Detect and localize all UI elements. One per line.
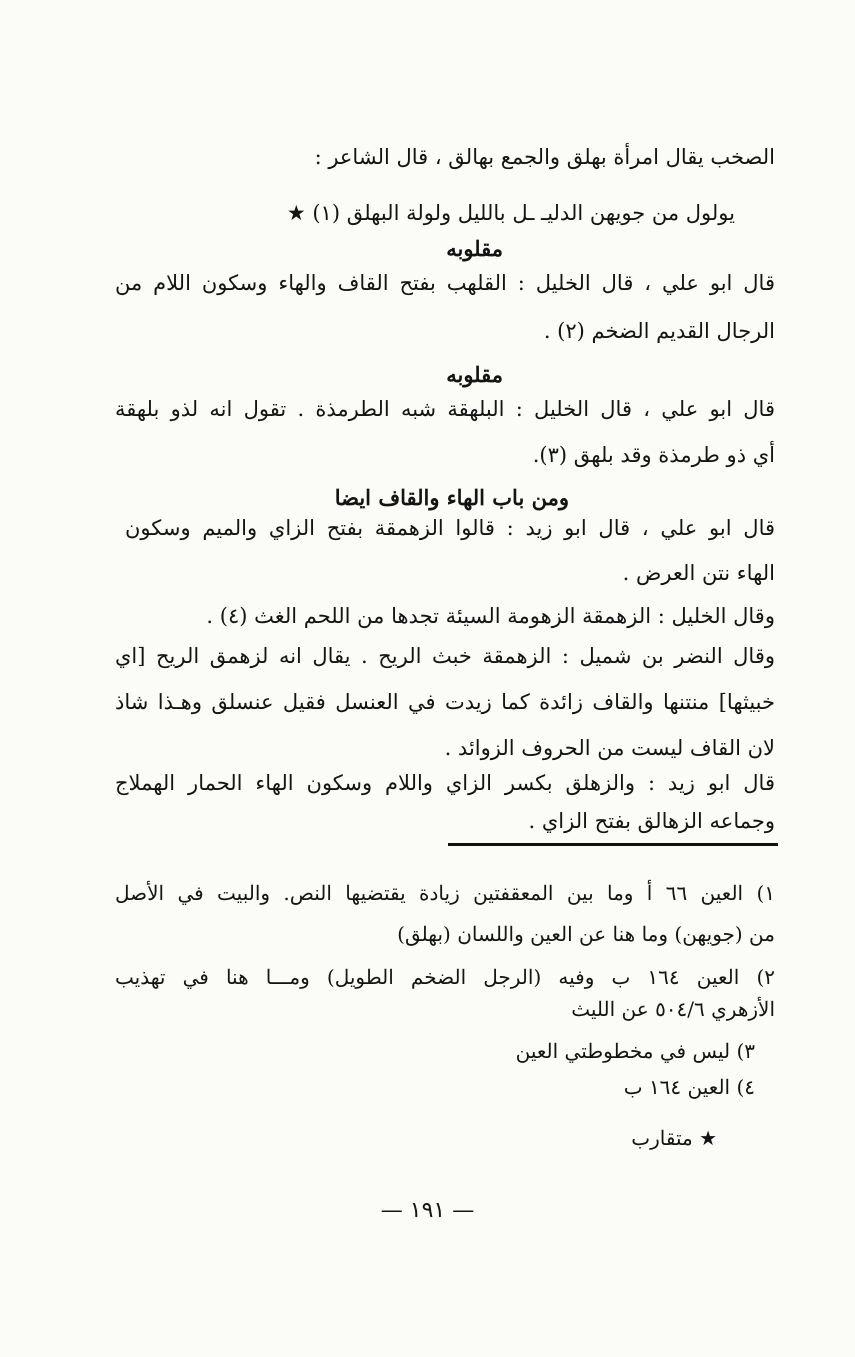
body-line-16: قال ابو زيد : والزهلق بكسر الزاي واللام وسكون الهاء الحمار الهملاج bbox=[115, 771, 775, 795]
body-line-14: خبيثها] منتنها والقاف زائدة كما زيدت في العنسل فقيل عنسلق وهـذا شاذ bbox=[115, 690, 775, 714]
footnote-separator bbox=[448, 843, 778, 846]
poem-verse: يولول من جويهن الدليـ ـل بالليل ولولة البهلق (١) ★ bbox=[286, 201, 735, 225]
body-line-12: وقال الخليل : الزهمقة الزهومة السيئة تجدها من اللحم الغث (٤) . bbox=[206, 604, 775, 628]
page-number: — ١٩١ — bbox=[380, 1198, 475, 1223]
footnote-2-line-1: ٢) العين ١٦٤ ب وفيه (الرجل الضخم الطويل) ومـــا هنا في تهذيب bbox=[115, 965, 776, 989]
section-heading-maqlubuh-2: مقلوبه bbox=[446, 362, 503, 387]
footnote-1-line-2: من (جويهن) وما هنا عن العين واللسان (بهلق) bbox=[397, 922, 775, 946]
body-line-13: وقال النضر بن شميل : الزهمقة خبث الريح . يقال انه لزهمق الريح [اي bbox=[115, 644, 775, 668]
footnote-1-line-1: ١) العين ٦٦ أ وما بين المعقفتين زيادة يقتضيها النص. والبيت في الأصل bbox=[115, 881, 776, 905]
body-line-8: أي ذو طرمذة وقد بلهق (٣). bbox=[532, 443, 775, 467]
body-line-7: قال ابو علي ، قال الخليل : البلهقة شبه الطرمذة . تقول انه لذو بلهقة bbox=[115, 397, 775, 421]
footnote-meter: ★ متقارب bbox=[631, 1126, 717, 1150]
body-line-4: قال ابو علي ، قال الخليل : القلهب بفتح القاف والهاء وسكون اللام من bbox=[115, 271, 775, 295]
footnote-4: ٤) العين ١٦٤ ب bbox=[623, 1075, 755, 1099]
body-line-5: الرجال القديم الضخم (٢) . bbox=[543, 319, 775, 343]
footnote-2-line-2: الأزهري ٥٠٤/٦ عن الليث bbox=[571, 997, 775, 1021]
body-line-15: لان القاف ليست من الحروف الزوائد . bbox=[444, 736, 775, 760]
body-line-17: وجماعه الزهالق بفتح الزاي . bbox=[528, 809, 775, 833]
section-heading-maqlubuh-1: مقلوبه bbox=[446, 236, 503, 261]
body-line-1: الصخب يقال امرأة بهلق والجمع بهالق ، قال الشاعر : bbox=[314, 145, 775, 169]
body-line-11: الهاء نتن العرض . bbox=[622, 561, 775, 585]
footnote-3: ٣) ليس في مخطوطتي العين bbox=[515, 1039, 755, 1063]
section-heading-bab: ومن باب الهاء والقاف ايضا bbox=[334, 485, 569, 510]
body-line-10: قال ابو علي ، قال ابو زيد : قالوا الزهمقة بفتح الزاي والميم وسكون bbox=[125, 516, 775, 540]
